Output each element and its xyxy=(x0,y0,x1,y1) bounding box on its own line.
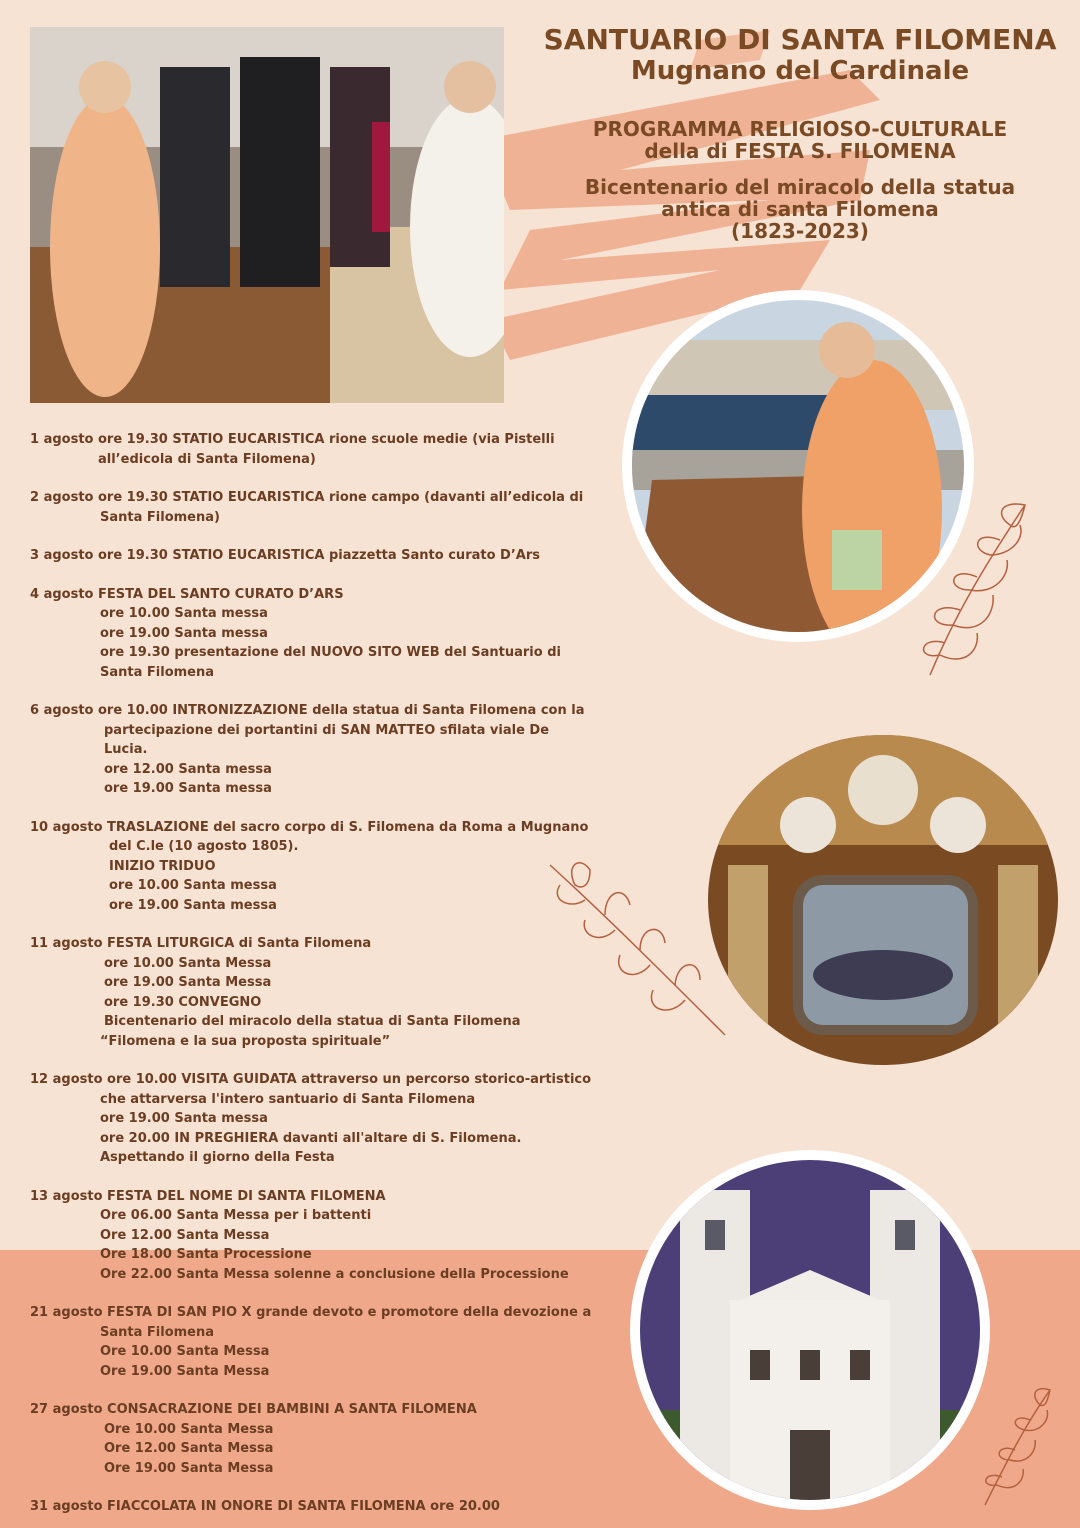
town-subtitle: Mugnano del Cardinale xyxy=(630,56,970,86)
programme-heading-line1: PROGRAMMA RELIGIOSO-CULTURALE xyxy=(592,117,1008,141)
schedule-entry xyxy=(30,585,630,683)
schedule-entry-detail: ore 19.00 Santa Messa xyxy=(104,975,272,990)
bicentenary-line1: Bicentenario del miracolo della statua xyxy=(584,175,1016,199)
schedule-entry-heading: 11 agosto FESTA LITURGICA di Santa Filomena xyxy=(30,936,372,951)
schedule-entry xyxy=(30,430,630,469)
schedule-entry-detail: Santa Filomena xyxy=(100,664,215,680)
schedule-entry-detail: ore 19.30 CONVEGNO xyxy=(104,994,262,1010)
schedule-entry xyxy=(30,701,630,799)
schedule-entry-heading: 31 agosto FIACCOLATA IN ONORE DI SANTA FILOMENA ore 20.00 xyxy=(30,1499,500,1514)
schedule-entry-detail: ore 10.00 Santa messa xyxy=(109,878,277,893)
schedule-entry-detail: Bicentenario del miracolo della statua di Santa Filomena xyxy=(104,1014,521,1029)
schedule-entry xyxy=(30,818,630,916)
schedule-entry-detail: Ore 19.00 Santa Messa xyxy=(104,1460,274,1476)
leaf-branch-icon xyxy=(975,1385,1060,1510)
schedule-entry-heading: 10 agosto TRASLAZIONE del sacro corpo di S. Filomena da Roma a Mugnano xyxy=(30,819,589,835)
event-schedule-list xyxy=(30,430,630,1528)
schedule-entry-detail: ore 19.00 Santa messa xyxy=(100,625,268,641)
schedule-entry-detail: Santa Filomena) xyxy=(100,509,220,525)
schedule-entry-detail: Ore 22.00 Santa Messa solenne a conclusione della Processione xyxy=(100,1266,569,1282)
schedule-entry-heading: 3 agosto ore 19.30 STATIO EUCARISTICA piazzetta Santo curato D’Ars xyxy=(30,548,540,563)
schedule-entry-heading: 4 agosto FESTA DEL SANTO CURATO D’ARS xyxy=(30,586,344,602)
schedule-entry xyxy=(30,934,630,1051)
schedule-entry-detail: “Filomena e la sua proposta spirituale” xyxy=(100,1033,391,1049)
schedule-entry-detail: Ore 06.00 Santa Messa per i battenti xyxy=(100,1208,372,1223)
schedule-entry-detail: ore 19.30 presentazione del NUOVO SITO WEB del Santuario di xyxy=(100,645,561,660)
schedule-entry-detail: Santa Filomena xyxy=(100,1324,215,1340)
schedule-entry-detail: partecipazione dei portantini di SAN MATTEO sfilata viale De xyxy=(104,722,550,738)
schedule-entry-heading: 13 agosto FESTA DEL NOME DI SANTA FILOMENA xyxy=(30,1188,386,1204)
schedule-entry xyxy=(30,546,630,566)
schedule-entry-heading: 1 agosto ore 19.30 STATIO EUCARISTICA rione scuole medie (via Pistelli xyxy=(30,432,555,447)
schedule-entry-detail: ore 19.00 Santa messa xyxy=(100,1111,268,1126)
schedule-entry-detail: ore 19.00 Santa messa xyxy=(109,897,277,913)
schedule-entry xyxy=(30,1497,630,1517)
programme-heading-line2: della di FESTA S. FILOMENA xyxy=(644,139,956,163)
schedule-entry-detail: Ore 10.00 Santa Messa xyxy=(104,1421,274,1437)
sanctuary-title: SANTUARIO DI SANTA FILOMENA xyxy=(543,23,1057,56)
leaf-branch-icon xyxy=(915,495,1040,685)
schedule-entry-detail: ore 20.00 IN PREGHIERA davanti all'altare di S. Filomena. xyxy=(100,1130,522,1146)
schedule-entry-detail: ore 19.00 Santa messa xyxy=(104,781,272,796)
schedule-entry-detail: Lucia. xyxy=(104,742,148,757)
schedule-entry xyxy=(30,488,630,527)
photo-altar-relic xyxy=(708,735,1058,1065)
schedule-entry-detail: Aspettando il giorno della Festa xyxy=(100,1150,335,1165)
schedule-entry-detail: Ore 10.00 Santa Messa xyxy=(100,1344,270,1359)
schedule-entry-detail: Ore 12.00 Santa Messa xyxy=(100,1227,270,1243)
schedule-entry-detail: ore 12.00 Santa messa xyxy=(104,761,272,777)
schedule-entry xyxy=(30,1187,630,1285)
schedule-entry xyxy=(30,1303,630,1381)
schedule-entry-detail: Ore 18.00 Santa Processione xyxy=(100,1247,312,1262)
schedule-entry-detail: che attarversa l'intero santuario di Santa Filomena xyxy=(100,1091,476,1107)
schedule-entry-detail: all’edicola di Santa Filomena) xyxy=(98,451,316,467)
schedule-entry-detail: Ore 12.00 Santa Messa xyxy=(104,1441,274,1456)
schedule-entry-heading: 2 agosto ore 19.30 STATIO EUCARISTICA rione campo (davanti all’edicola di xyxy=(30,490,584,505)
schedule-entry-heading: 12 agosto ore 10.00 VISITA GUIDATA attraverso un percorso storico-artistico xyxy=(30,1072,592,1087)
header xyxy=(505,22,1080,242)
schedule-entry xyxy=(30,1070,630,1168)
schedule-entry-heading: 6 agosto ore 10.00 INTRONIZZAZIONE della statua di Santa Filomena con la xyxy=(30,703,585,718)
schedule-entry-detail: ore 10.00 Santa messa xyxy=(100,606,268,621)
photo-sanctuary-facade xyxy=(630,1150,990,1510)
bicentenary-line2: antica di santa Filomena xyxy=(661,197,939,221)
photo-pope-with-statue xyxy=(30,27,504,403)
schedule-entry-detail: Ore 19.00 Santa Messa xyxy=(100,1363,270,1379)
schedule-entry-detail: INIZIO TRIDUO xyxy=(109,858,216,874)
bicentenary-years: (1823-2023) xyxy=(731,219,869,243)
schedule-entry xyxy=(30,1400,630,1478)
schedule-entry-heading: 21 agosto FESTA DI SAN PIO X grande devoto e promotore della devozione a xyxy=(30,1305,592,1320)
schedule-entry-detail: del C.le (10 agosto 1805). xyxy=(109,839,299,854)
schedule-entry-heading: 27 agosto CONSACRAZIONE DEI BAMBINI A SANTA FILOMENA xyxy=(30,1402,477,1417)
schedule-entry-detail: ore 10.00 Santa Messa xyxy=(104,955,272,971)
